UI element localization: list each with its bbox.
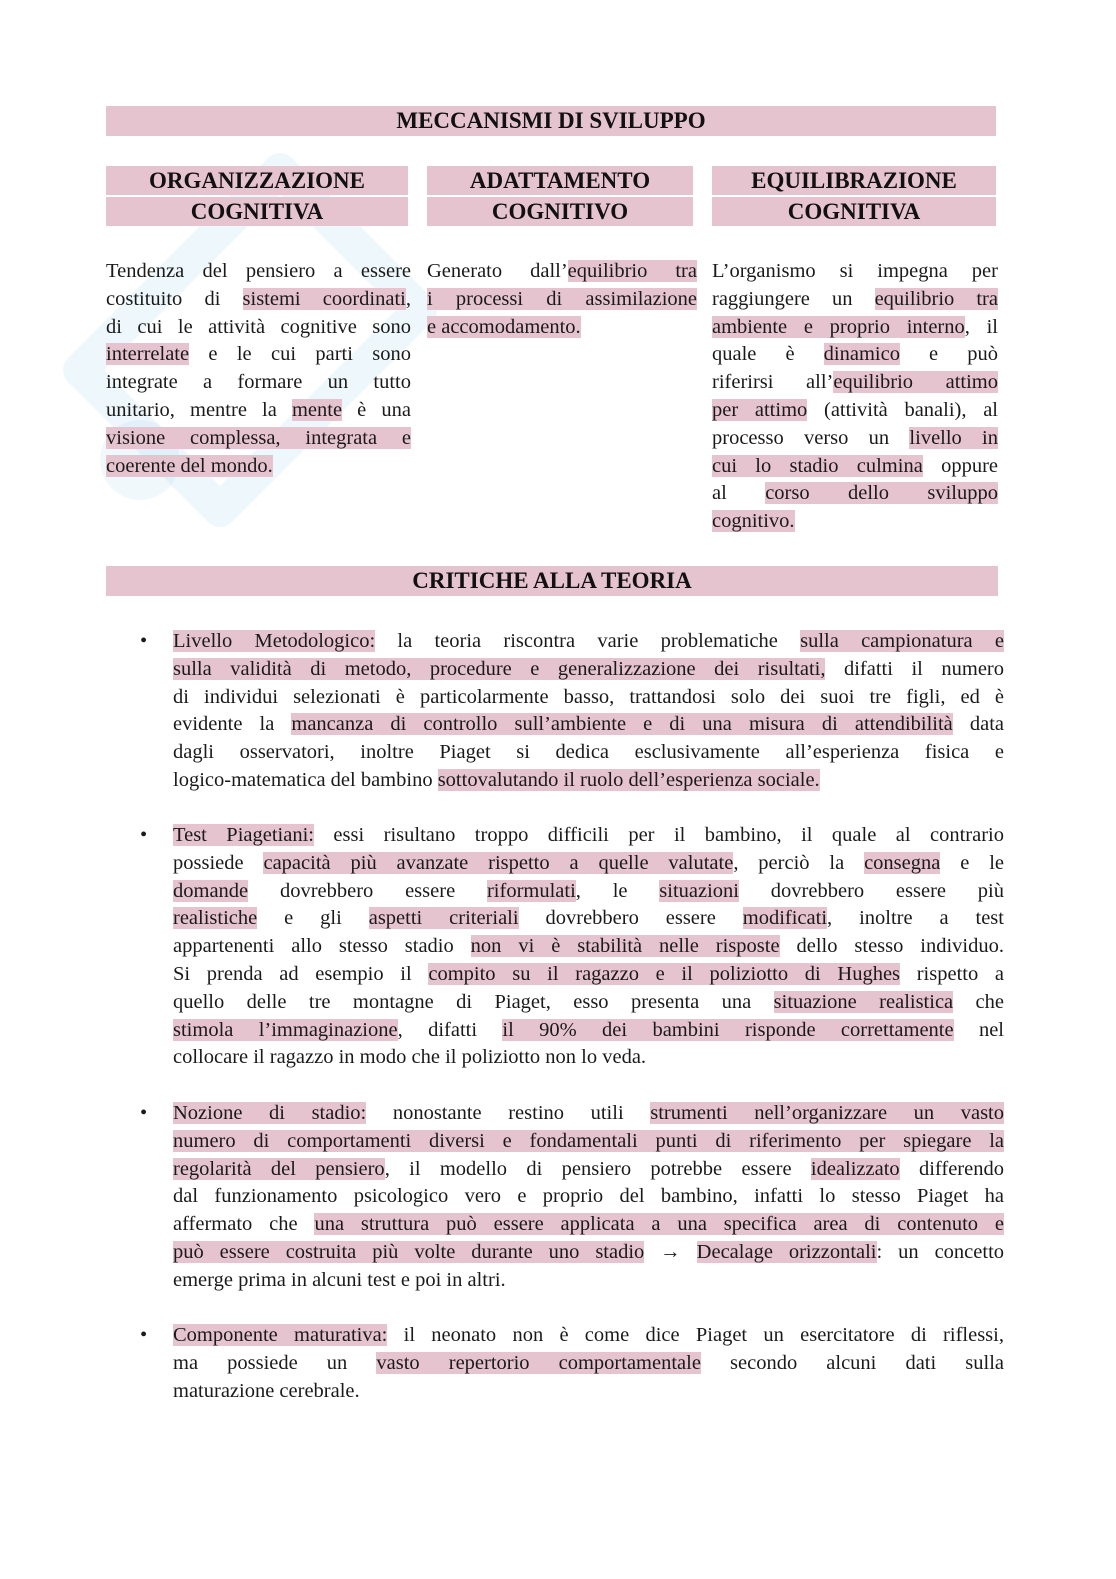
highlighted-text: una struttura può essere applicata a una specifica area di contenuto e	[314, 1213, 1004, 1236]
text-line	[173, 1128, 1004, 1156]
text-segment: riferirsi all’	[712, 371, 834, 394]
section-title-meccanismi: MECCANISMI DI SVILUPPO	[106, 106, 996, 136]
text-segment: costituito di	[106, 287, 243, 310]
text-segment: dello stesso individuo.	[779, 935, 1005, 958]
text-segment: e può	[899, 343, 998, 366]
text-line	[712, 425, 998, 453]
column-heading-line: ORGANIZZAZIONE	[106, 166, 408, 195]
text-line	[173, 1322, 1004, 1350]
text-line	[712, 453, 998, 481]
text-line	[427, 258, 697, 286]
highlighted-text: aspetti criteriali	[368, 907, 519, 930]
text-line	[712, 258, 998, 286]
text-segment: L’organismo si impegna per	[712, 260, 998, 282]
highlighted-text: sulla campionatura e	[800, 630, 1004, 652]
text-segment: , perciò la	[733, 851, 865, 874]
highlighted-text: strumenti nell’organizzare un vasto	[650, 1102, 1004, 1124]
text-line	[106, 425, 411, 453]
text-segment: , le	[575, 879, 660, 902]
text-segment: che	[953, 990, 1005, 1013]
text-segment: data	[952, 713, 1004, 736]
critique-text	[173, 822, 1004, 1072]
text-line	[106, 397, 411, 425]
critique-text	[173, 1322, 1004, 1405]
column-heading-adattamento	[427, 166, 693, 226]
bullet-icon: •	[140, 824, 148, 846]
highlighted-text: modificati	[742, 907, 828, 930]
text-line	[712, 480, 998, 508]
text-segment: e gli	[257, 907, 369, 930]
text-line	[106, 453, 411, 481]
highlighted-text: ambiente e proprio interno	[712, 315, 965, 338]
text-segment: è una	[342, 398, 411, 421]
column-heading-line: COGNITIVO	[427, 197, 693, 226]
text-line	[173, 1378, 1004, 1406]
text-line	[712, 314, 998, 342]
text-line	[173, 822, 1004, 850]
text-segment: collocare il ragazzo in modo che il poliziotto non lo veda.	[173, 1046, 647, 1069]
text-segment: dovrebbero essere	[518, 907, 743, 930]
highlighted-text: per attimo	[712, 398, 808, 421]
text-segment: la teoria riscontra varie problematiche	[375, 630, 801, 652]
critique-text	[173, 1100, 1004, 1295]
text-segment: , il modello di pensiero potrebbe essere	[384, 1157, 811, 1180]
highlighted-text: coerente del mondo.	[106, 454, 273, 477]
highlighted-text: Decalage orizzontali	[696, 1240, 877, 1263]
text-segment: differendo	[899, 1157, 1004, 1180]
highlighted-text: vasto repertorio comportamentale	[376, 1351, 701, 1374]
text-segment: essi risultano troppo difficili per il bambino, il quale al contrario	[313, 824, 1004, 846]
text-segment: quello delle tre montagne di Piaget, esso presenta una	[173, 990, 774, 1013]
bullet-icon: •	[140, 630, 148, 652]
text-line	[173, 878, 1004, 906]
highlighted-text: equilibrio tra	[874, 287, 998, 310]
text-segment: →	[644, 1240, 697, 1263]
text-segment: oppure	[922, 454, 998, 477]
text-line	[427, 286, 697, 314]
column-heading-line: EQUILIBRAZIONE	[712, 166, 996, 195]
highlighted-text: non vi è stabilità nelle risposte	[470, 935, 780, 958]
text-line	[173, 933, 1004, 961]
text-segment: dagli osservatori, inoltre Piaget si dedica esclusivamente all’esperienza fisica e	[173, 741, 1004, 764]
highlighted-text: regolarità del pensiero	[173, 1157, 385, 1180]
text-line	[712, 341, 998, 369]
text-segment: dal funzionamento psicologico vero e proprio del bambino, infatti lo stesso Piaget ha	[173, 1185, 1004, 1208]
highlighted-text: compito su il ragazzo e il poliziotto di Hughes	[428, 962, 901, 985]
highlighted-text: capacità più avanzate rispetto a quelle valutate	[263, 851, 734, 874]
text-line	[173, 628, 1004, 656]
text-segment: quale è	[712, 343, 824, 366]
text-segment: difatti il numero	[825, 657, 1004, 680]
text-segment: , difatti	[397, 1018, 503, 1041]
highlighted-text: domande	[173, 879, 249, 902]
text-segment: ,	[405, 287, 411, 310]
text-line	[173, 739, 1004, 767]
text-line	[173, 1183, 1004, 1211]
text-line	[173, 767, 1004, 795]
section-title-critiche: CRITICHE ALLA TEORIA	[106, 566, 998, 596]
text-segment: unitario, mentre la	[106, 398, 292, 421]
bullet-icon: •	[140, 1102, 148, 1124]
text-segment: di cui le attività cognitive sono	[106, 315, 411, 338]
text-segment: appartenenti allo stesso stadio	[173, 935, 471, 958]
text-segment: al	[712, 482, 766, 505]
highlighted-text: equilibrio tra	[567, 260, 697, 282]
text-segment: ma possiede un	[173, 1351, 377, 1374]
highlighted-text: Livello Metodologico:	[173, 630, 376, 652]
text-line	[712, 369, 998, 397]
text-segment: nel	[953, 1018, 1004, 1041]
text-line	[173, 656, 1004, 684]
text-line	[712, 397, 998, 425]
highlighted-text: Test Piagetiani:	[173, 824, 314, 846]
text-line	[427, 314, 697, 342]
text-segment: evidente la	[173, 713, 292, 736]
text-line	[712, 286, 998, 314]
text-segment: e le	[940, 851, 1004, 874]
highlighted-text: sistemi coordinati	[242, 287, 406, 310]
highlighted-text: interrelate	[106, 343, 190, 366]
highlighted-text: consegna	[864, 851, 941, 874]
text-line	[173, 905, 1004, 933]
text-segment: , inoltre a test	[827, 907, 1004, 930]
highlighted-text: idealizzato	[810, 1157, 900, 1180]
highlighted-text: numero di comportamenti diversi e fondamentali punti di riferimento per spiegare la	[173, 1129, 1004, 1152]
text-line	[173, 1350, 1004, 1378]
text-line	[173, 850, 1004, 878]
text-line	[173, 1044, 1004, 1072]
text-segment: possiede	[173, 851, 264, 874]
column-heading-line: COGNITIVA	[712, 197, 996, 226]
text-line	[106, 258, 411, 286]
text-line	[106, 286, 411, 314]
text-segment: (attività banali), al	[807, 398, 999, 421]
text-segment: affermato che	[173, 1213, 315, 1236]
highlighted-text: stimola l’immaginazione	[173, 1018, 398, 1041]
text-segment: maturazione cerebrale.	[173, 1379, 360, 1402]
text-line	[173, 1156, 1004, 1184]
text-segment: di individui selezionati è particolarmente basso, trattandosi solo dei suoi tre figli, ed è	[173, 685, 1004, 708]
highlighted-text: situazione realistica	[773, 990, 954, 1013]
text-line	[173, 1267, 1004, 1295]
highlighted-text: i processi di assimilazione	[427, 287, 697, 310]
column-heading-line: ADATTAMENTO	[427, 166, 693, 195]
text-segment: integrate a formare un tutto	[106, 371, 411, 394]
highlighted-text: corso dello sviluppo	[765, 482, 999, 505]
text-segment: , il	[964, 315, 998, 338]
text-line	[712, 508, 998, 536]
text-segment: Si prenda ad esempio il	[173, 962, 429, 985]
text-line	[173, 1239, 1004, 1267]
column-heading-organizzazione	[106, 166, 408, 226]
highlighted-text: riformulati	[486, 879, 576, 902]
text-line	[173, 684, 1004, 712]
highlighted-text: situazioni	[659, 879, 739, 902]
column-text-equilibrazione	[712, 258, 998, 536]
bullet-icon: •	[140, 1324, 148, 1346]
text-line	[173, 1211, 1004, 1239]
highlighted-text: sulla validità di metodo, procedure e generalizzazione dei risultati,	[173, 657, 826, 680]
column-text-adattamento	[427, 258, 697, 341]
highlighted-text: può essere costruita più volte durante uno stadio	[173, 1240, 645, 1263]
text-segment: logico-matematica del bambino	[173, 768, 438, 791]
highlighted-text: livello in	[909, 426, 999, 449]
highlighted-text: Nozione di stadio:	[173, 1102, 367, 1124]
highlighted-text: equilibrio attimo	[833, 371, 998, 394]
text-segment: e le cui parti sono	[189, 343, 411, 366]
highlighted-text: cognitivo.	[712, 510, 795, 533]
text-segment: : un concetto	[876, 1240, 1005, 1263]
text-line	[173, 1017, 1004, 1045]
text-line	[173, 1100, 1004, 1128]
highlighted-text: sottovalutando il ruolo dell’esperienza sociale.	[437, 768, 820, 791]
highlighted-text: cui lo stadio culmina	[712, 454, 923, 477]
text-segment: emerge prima in alcuni test e poi in altri.	[173, 1268, 506, 1291]
text-segment: processo verso un	[712, 426, 910, 449]
text-segment: nonostante restino utili	[366, 1102, 651, 1124]
highlighted-text: il 90% dei bambini risponde correttamente	[502, 1018, 954, 1041]
column-heading-equilibrazione	[712, 166, 996, 226]
text-line	[173, 989, 1004, 1017]
text-line	[173, 711, 1004, 739]
text-segment: il neonato non è come dice Piaget un esercitatore di riflessi,	[387, 1324, 1004, 1346]
highlighted-text: Componente maturativa:	[173, 1324, 388, 1346]
critique-text	[173, 628, 1004, 795]
highlighted-text: visione complessa, integrata e	[106, 426, 411, 449]
text-segment: Generato dall’	[427, 260, 568, 282]
highlighted-text: e accomodamento.	[427, 315, 581, 338]
text-segment: dovrebbero essere più	[739, 879, 1004, 902]
text-line	[106, 314, 411, 342]
column-text-organizzazione	[106, 258, 411, 480]
text-segment: Tendenza del pensiero a essere	[106, 260, 411, 282]
text-line	[173, 961, 1004, 989]
column-heading-line: COGNITIVA	[106, 197, 408, 226]
highlighted-text: dinamico	[823, 343, 900, 366]
highlighted-text: realistiche	[173, 907, 258, 930]
text-line	[106, 341, 411, 369]
text-line	[106, 369, 411, 397]
highlighted-text: mancanza di controllo sull’ambiente e di una misura di attendibilità	[291, 713, 953, 736]
text-segment: rispetto a	[900, 962, 1005, 985]
text-segment: dovrebbero essere	[248, 879, 487, 902]
text-segment: secondo alcuni dati sulla	[700, 1351, 1004, 1374]
highlighted-text: mente	[291, 398, 343, 421]
text-segment: raggiungere un	[712, 287, 875, 310]
